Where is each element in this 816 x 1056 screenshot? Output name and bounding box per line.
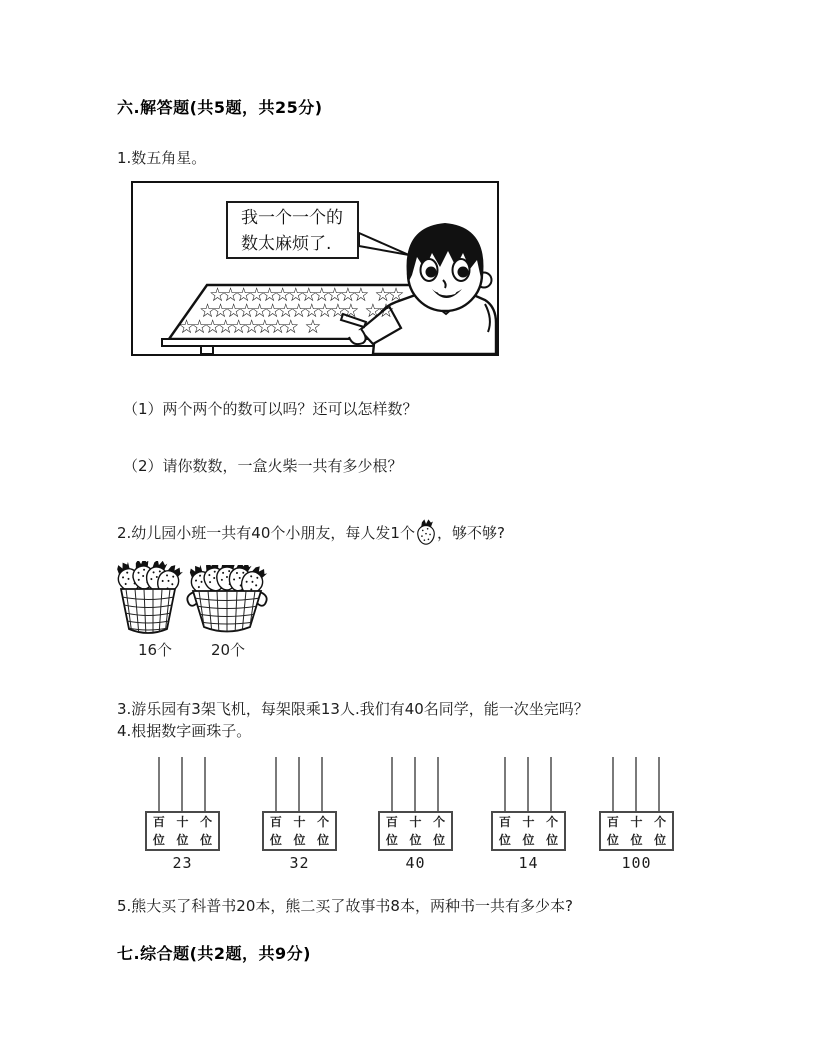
q2-label [117, 519, 505, 545]
place-label: 位 [317, 833, 330, 847]
place-value-chart-23 [145, 757, 220, 872]
star-group: ☆☆ [374, 284, 401, 306]
place-value-box [378, 811, 453, 851]
strawberry-icon [417, 519, 435, 545]
place-label: 位 [630, 833, 643, 847]
star-group: ☆☆ [364, 300, 391, 322]
section-seven-heading: 七.综合题(共2题，共9分) [117, 944, 311, 963]
place-label: 位 [293, 833, 306, 847]
place-label: 位 [546, 833, 559, 847]
place-label: 位 [606, 833, 619, 847]
place-label: 位 [200, 833, 213, 847]
rod [550, 757, 552, 811]
q1-label: 1.数五角星。 [117, 149, 207, 167]
star-group: ☆☆☆☆☆☆☆☆☆ [178, 316, 296, 338]
place-label: 个 [654, 815, 667, 829]
place-label: 百 [269, 815, 282, 829]
star-group: ☆ [304, 316, 318, 338]
speech-bubble-line1: 我一个一个的 [241, 208, 343, 228]
place-label: 十 [522, 815, 535, 829]
strawberry-basket-large [186, 565, 268, 637]
bead-rods [491, 757, 566, 811]
chart-number: 40 [405, 854, 426, 872]
place-label: 十 [293, 815, 306, 829]
rod [275, 757, 277, 811]
place-label: 十 [409, 815, 422, 829]
q5-label: 5.熊大买了科普书20本，熊二买了故事书8本，两种书一共有多少本? [117, 897, 573, 915]
place-label: 位 [522, 833, 535, 847]
place-label: 百 [152, 815, 165, 829]
place-label: 位 [654, 833, 667, 847]
q3-label: 3.游乐园有3架飞机，每架限乘13人.我们有40名同学，能一次坐完吗？ [117, 700, 589, 718]
q1-sub-question-1: （1）两个两个的数可以吗？还可以怎样数？ [123, 400, 418, 418]
speech-bubble [226, 201, 359, 259]
basket-count-label-1: 16个 [137, 641, 173, 659]
q2-text-before: 2.幼儿园小班一共有40个小朋友，每人发1个 [117, 524, 415, 542]
place-value-box [145, 811, 220, 851]
left-pupil [426, 267, 437, 278]
bead-rods [378, 757, 453, 811]
rod [204, 757, 206, 811]
place-label: 位 [176, 833, 189, 847]
rod [391, 757, 393, 811]
place-value-box [599, 811, 674, 851]
rod [321, 757, 323, 811]
place-label: 位 [433, 833, 446, 847]
section-six-heading: 六.解答题(共5题，共25分) [117, 98, 323, 117]
place-value-chart-14 [491, 757, 566, 872]
star-group: ☆☆☆☆☆☆☆☆☆☆☆☆ [199, 300, 356, 322]
rod [158, 757, 160, 811]
place-label: 个 [317, 815, 330, 829]
chart-number: 32 [289, 854, 310, 872]
right-pupil [458, 267, 469, 278]
place-label: 百 [385, 815, 398, 829]
basket-count-label-2: 20个 [210, 641, 246, 659]
bead-rods [599, 757, 674, 811]
place-label: 十 [630, 815, 643, 829]
rod [437, 757, 439, 811]
place-label: 个 [546, 815, 559, 829]
rod [181, 757, 183, 811]
place-value-chart-100 [599, 757, 674, 872]
star-group: ☆☆☆☆☆☆☆☆☆☆☆☆ [209, 284, 366, 306]
place-label: 位 [385, 833, 398, 847]
place-label: 位 [152, 833, 165, 847]
place-label: 位 [269, 833, 282, 847]
strawberry-basket-small [112, 561, 184, 639]
place-value-chart-40 [378, 757, 453, 872]
place-label: 个 [433, 815, 446, 829]
star-row-3 [178, 318, 317, 337]
q2-text-after: ，够不够? [436, 524, 505, 542]
rod [504, 757, 506, 811]
speech-bubble-line2: 数太麻烦了. [241, 234, 332, 255]
chart-number: 100 [621, 854, 652, 872]
rod [298, 757, 300, 811]
chart-number: 23 [172, 854, 193, 872]
place-label: 百 [498, 815, 511, 829]
place-value-box [262, 811, 337, 851]
table-leg [201, 346, 213, 354]
rod [612, 757, 614, 811]
place-label: 位 [409, 833, 422, 847]
rod [658, 757, 660, 811]
place-label: 十 [176, 815, 189, 829]
chart-number: 14 [518, 854, 539, 872]
q1-sub-question-2: （2）请你数数，一盒火柴一共有多少根？ [123, 457, 403, 475]
bead-rods [262, 757, 337, 811]
place-label: 个 [200, 815, 213, 829]
bead-rods [145, 757, 220, 811]
speech-bubble-tail [359, 233, 409, 255]
rod [635, 757, 637, 811]
rod [527, 757, 529, 811]
place-label: 百 [606, 815, 619, 829]
q4-label: 4.根据数字画珠子。 [117, 722, 252, 740]
q1-star-counting-figure [131, 181, 499, 356]
place-label: 位 [498, 833, 511, 847]
rod [414, 757, 416, 811]
place-value-box [491, 811, 566, 851]
place-value-chart-32 [262, 757, 337, 872]
